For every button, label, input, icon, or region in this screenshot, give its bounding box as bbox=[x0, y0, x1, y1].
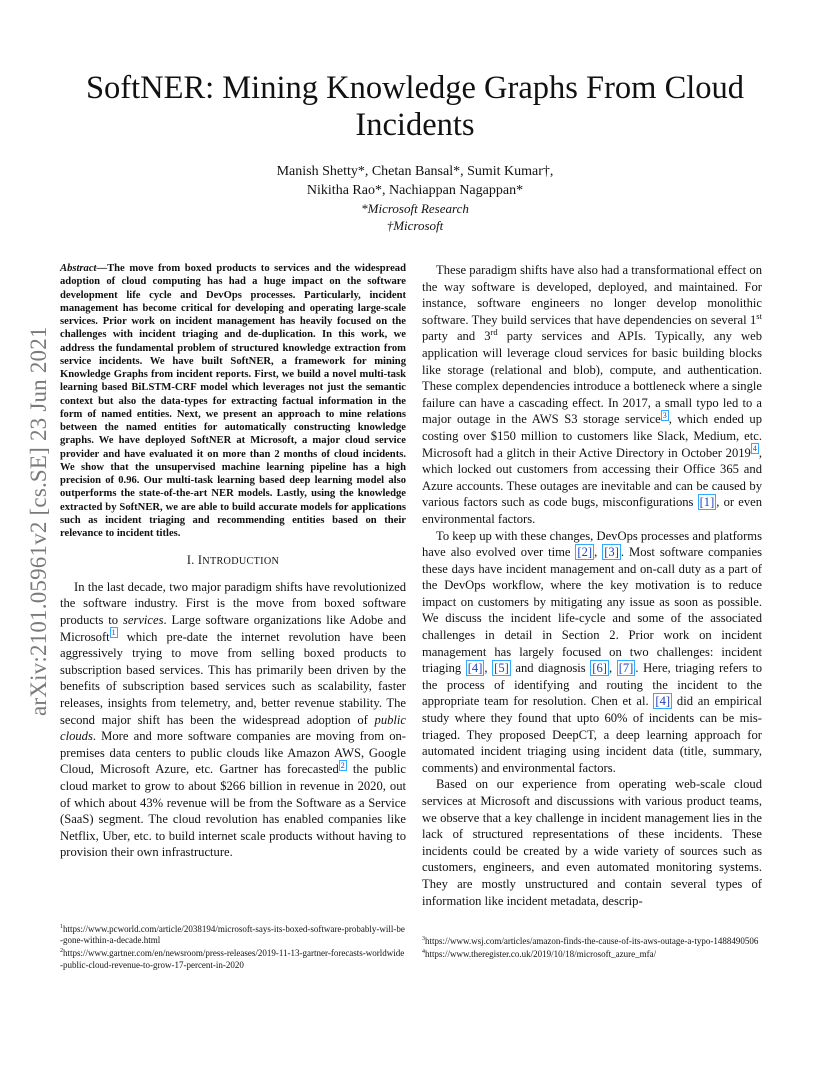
intro-text-a: In the last decade, two major paradigm shifts have revolutionized the software industry. First is the move from boxed software products to bbox=[60, 579, 406, 628]
citation-link-2[interactable]: [2] bbox=[577, 545, 593, 560]
rp2-text-d: , bbox=[484, 661, 493, 676]
author-block bbox=[120, 162, 710, 234]
abstract bbox=[60, 262, 406, 540]
footnote-number: 4 bbox=[422, 949, 425, 956]
rp2-text-c: . Most software companies these days have incident management and on-call duty as a part of the DevOps workflow, where the key motivation is to reduce impact on customers by mitigating any issue as soon as possible. We discuss the incident life-cycle and some of the associated challenges in detail in Section 2. Prior work on incident management has largely focused on two challenges: incident triaging bbox=[422, 545, 763, 676]
left-column bbox=[60, 262, 406, 861]
superscript-rd: rd bbox=[490, 327, 498, 338]
footnote-ref-1[interactable]: 1 bbox=[111, 628, 116, 638]
arxiv-identifier-stamp bbox=[6, 278, 62, 718]
footnote-1 bbox=[60, 924, 406, 946]
footnote-url-link[interactable]: https://www.theregister.co.uk/2019/10/18/microsoft_azure_mfa/ bbox=[425, 949, 657, 960]
section-title-rest: NTRODUCTION bbox=[202, 556, 280, 568]
footnote-3 bbox=[422, 936, 762, 947]
rp1-text-c: party services and APIs. Typically, any web application will leverage cloud services for basic building blocks like storage (relational and blob), compute, and authentication. These complex dependencies introduce a bottleneck where a single failure can have a cascading effect. In 2017, a small typo led to a major outage in the AWS S3 storage service bbox=[422, 329, 762, 427]
footnote-url-link[interactable]: https://www.pcworld.com/article/2038194/microsoft-says-its-boxed-software-probably-will-be-gone-within-a-decade.html bbox=[60, 924, 405, 946]
footnote-url-link[interactable]: https://www.gartner.com/en/newsroom/press-releases/2019-11-13-gartner-forecasts-worldwide-public-cloud-revenue-to-grow-17-percent-in-2020 bbox=[60, 948, 405, 970]
superscript-st: st bbox=[756, 310, 762, 321]
section-heading-introduction bbox=[60, 552, 406, 571]
citation-link-4b[interactable]: [4] bbox=[655, 694, 671, 709]
rp2-text-h: did an empirical study where they found that upto 60% of incidents can be mis-triaged. They proposed DeepCT, a deep learning approach for automated incident triaging using incident data (title, summary, comments) and environmental factors. bbox=[422, 694, 762, 775]
rp1-text-b: party and 3 bbox=[422, 329, 491, 344]
intro-emphasis-services: services bbox=[122, 613, 164, 628]
arxiv-stamp-svg bbox=[6, 278, 62, 718]
footnote-ref-3[interactable]: 3 bbox=[662, 411, 667, 421]
rp2-text-f: , bbox=[608, 661, 617, 676]
intro-emphasis-public-clouds: public clouds bbox=[60, 712, 406, 744]
rp1-text-d: , which ended up costing over $150 million to customers like Slack, Medium, etc. Microsoft had a glitch in their Active Directory in October 2019 bbox=[422, 412, 762, 460]
citation-link-5[interactable]: [5] bbox=[494, 661, 509, 676]
intro-text-d: which pre-date the internet revolution have been aggressively trying to move from selling boxed products to subscription based services. This has primarily been driven by the benefits of subscription based services such as scalability, faster releases, insights from telemetry, and, better revenue stability. The second major shift has been the widespread adoption of bbox=[60, 629, 406, 727]
intro-paragraph-1 bbox=[60, 579, 406, 861]
paper-title: SoftNER: Mining Knowledge Graphs From Cloud Incidents bbox=[85, 70, 745, 143]
right-paragraph-3: Based on our experience from operating web-scale cloud services at Microsoft and discussions with various product teams, we observe that a key challenge in incident management lies in the lack of structured representations of these incidents. These incidents could be created by a wide variety of sources such as customers, engineers, and even automated monitoring systems. They are mostly unstructured and contain several types of information like incident metadata, descrip- bbox=[422, 777, 762, 908]
affiliation-microsoft-research: *Microsoft Research bbox=[361, 201, 469, 216]
intro-text-c: . Large software organizations like Adobe and Microsoft bbox=[60, 613, 406, 644]
footnotes-right bbox=[422, 936, 762, 962]
citation-link-4[interactable]: [4] bbox=[467, 661, 483, 676]
citation-link-3[interactable]: [3] bbox=[604, 545, 619, 560]
citation-link-7[interactable]: [7] bbox=[618, 661, 634, 676]
intro-text-f: . More and more software companies are moving from on-premises data centers to public clouds like Amazon AWS, Google Cloud, Microsoft Azure, etc. Gartner has forecasted bbox=[60, 729, 406, 777]
rp2-text-b: , bbox=[594, 545, 603, 560]
right-column bbox=[422, 262, 762, 909]
footnote-url-link[interactable]: https://www.wsj.com/articles/amazon-finds-the-cause-of-its-aws-outage-a-typo-1488490506 bbox=[425, 936, 759, 946]
authors-line-1: Manish Shetty*, Chetan Bansal*, Sumit Kumar†, bbox=[276, 164, 554, 179]
footnote-ref-4[interactable]: 4 bbox=[752, 444, 757, 454]
section-number: I. bbox=[186, 553, 195, 568]
arxiv-stamp-text: arXiv:2101.05961v2 [cs.SE] 23 Jun 2021 bbox=[26, 326, 51, 716]
abstract-label: Abstract bbox=[60, 263, 97, 274]
right-paragraph-1 bbox=[422, 262, 762, 528]
rp1-text-a: These paradigm shifts have also had a transformational effect on the way software is developed, deployed, and maintained. For instance, software engineers no longer develop monolithic software. They build services that have dependencies on several 1 bbox=[422, 263, 762, 327]
footnote-number: 1 bbox=[60, 924, 63, 930]
affiliation-microsoft: †Microsoft bbox=[386, 218, 444, 233]
right-paragraph-2 bbox=[422, 528, 762, 777]
footnote-4 bbox=[422, 949, 762, 960]
authors-line-2: Nikitha Rao*, Nachiappan Nagappan* bbox=[306, 183, 524, 198]
footnote-ref-2[interactable]: 2 bbox=[340, 761, 345, 771]
citation-link-6[interactable]: [6] bbox=[592, 661, 607, 676]
footnote-number: 3 bbox=[422, 936, 425, 942]
citation-link-1[interactable]: [1] bbox=[699, 495, 715, 510]
abstract-text: —The move from boxed products to services and the widespread adoption of cloud computing has had a huge impact on the software development life cycle and DevOps processes. Particularly, incident management has become critical for developing and operating large-scale services. Prior work on incident management has heavily focused on the challenges with incident triaging and de-duplication. In this work, we address the fundamental problem of structured knowledge extraction from service incidents. We have built SoftNER, a framework for mining Knowledge Graphs from incident reports. First, we build a novel multi-task learning based BiLSTM-CRF model which leverages not just the semantic context but also the data-types for extracting factual information in the form of named entities. Next, we present an approach to mine relations between the named entities for automatically constructing knowledge graphs. We have deployed SoftNER at Microsoft, a major cloud service provider and have evaluated it on more than 2 months of cloud incidents. We show that the unsupervised machine learning pipeline has a high precision of 0.96. Our multi-task learning based deep learning model also outperforms the state-of-the-art NER models. Lastly, using the knowledge extracted by SoftNER, we are able to build accurate models for applications such as incident triaging and recommending entities based on their relevance to incident titles. bbox=[60, 263, 406, 539]
rp2-text-a: To keep up with these changes, DevOps processes and platforms have also evolved over time bbox=[422, 528, 762, 560]
section-title-initial: I bbox=[197, 553, 203, 568]
rp2-text-e: and diagnosis bbox=[510, 661, 591, 676]
rp2-text-g: . Here, triaging refers to the process of identifying and routing the incident to the appropriate team for resolution. Chen et al. bbox=[422, 661, 763, 709]
footnote-number: 2 bbox=[60, 948, 63, 955]
footnotes-left bbox=[60, 924, 406, 973]
footnote-2 bbox=[60, 948, 406, 970]
rp1-text-f: , or even environmental factors. bbox=[422, 495, 763, 526]
rp1-text-e: , which locked out customers from accessing their Office 365 and Azure accounts. These outages are inevitable and can be caused by various factors such as code bugs, misconfigurations bbox=[422, 445, 762, 510]
intro-text-g: the public cloud market to grow to about $266 billion in revenue in 2020, out of which about 43% revenue will be from the Software as a Service (SaaS) segment. The cloud revolution has enabled companies like Netflix, Uber, etc. to build internet scale products without having to provision their own infrastructure. bbox=[60, 762, 406, 860]
